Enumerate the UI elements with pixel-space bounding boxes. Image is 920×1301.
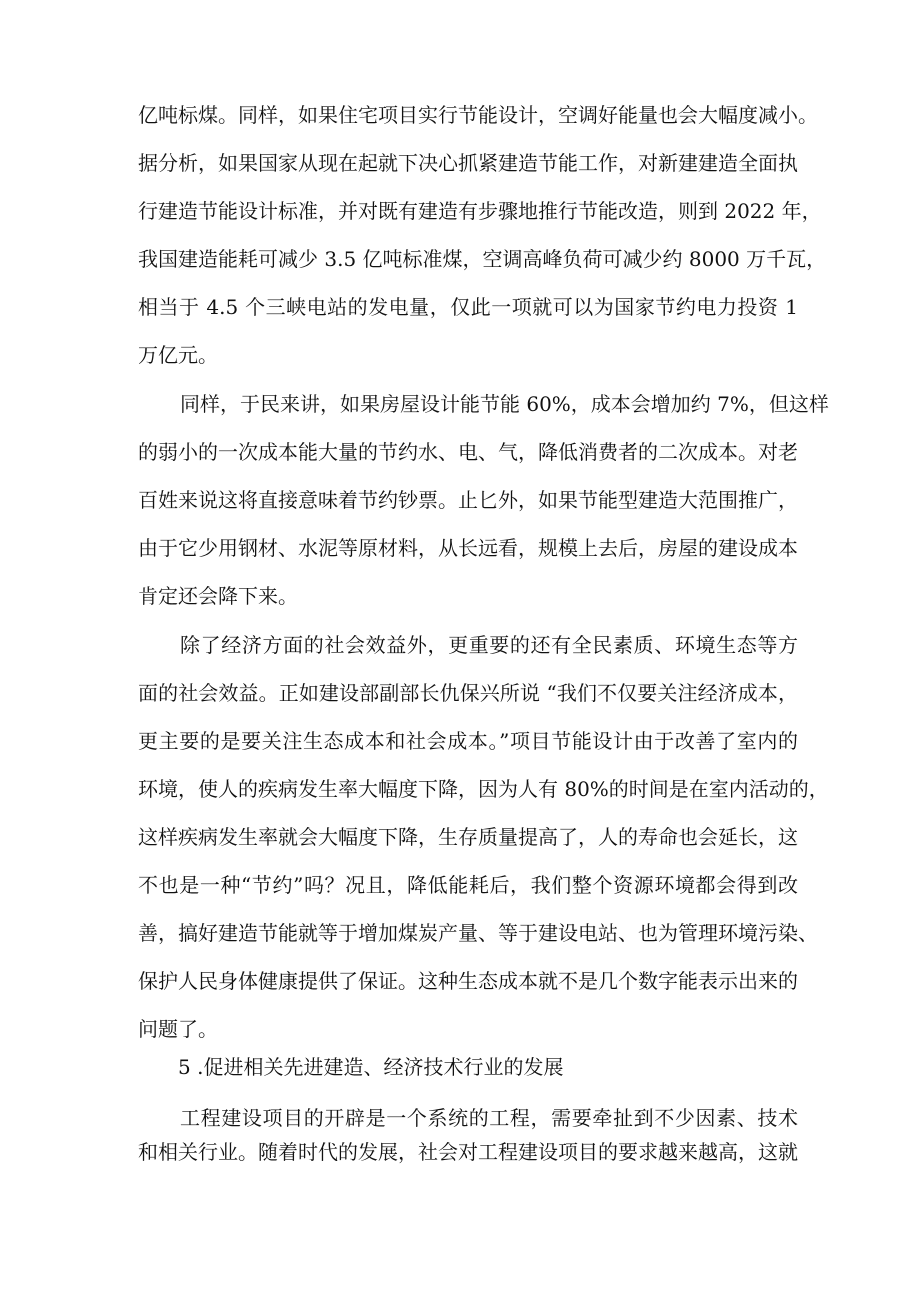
paragraph-1-line-1: 亿吨标煤。同样，如果住宅项目实行节能设计，空调好能量也会大幅度减小。: [138, 103, 818, 127]
paragraph-3-line-5: 这样疾病发生率就会大幅度下降，生存质量提高了，人的寿命也会延长，这: [138, 825, 798, 849]
paragraph-1-line-4: 我国建造能耗可减少 3.5 亿吨标准煤，空调高峰负荷可减少约 8000 万千瓦，: [138, 247, 827, 271]
paragraph-1-line-2: 据分析，如果国家从现在起就下决心抓紧建造节能工作，对新建建造全面执: [138, 151, 798, 175]
paragraph-3-line-8: 保护人民身体健康提供了保证。这种生态成本就不是几个数字能表示出来的: [138, 969, 798, 993]
paragraph-3-line-2: 面的社会效益。正如建设部副部长仇保兴所说 “我们不仅要关注经济成本，: [138, 681, 798, 705]
paragraph-4-line-1: 工程建设项目的开辟是一个系统的工程，需要牵扯到不少因素、技术: [180, 1106, 798, 1130]
paragraph-1-line-3: 行建造节能设计标准，并对既有建造有步骤地推行节能改造，则到 2022 年，: [138, 199, 822, 223]
paragraph-3-line-4: 环境，使人的疾病发生率大幅度下降，因为人有 80%的时间是在室内活动的，: [138, 777, 829, 801]
paragraph-2-line-3: 百姓来说这将直接意味着节约钞票。止匕外，如果节能型建造大范围推广，: [138, 488, 798, 512]
paragraph-4-line-2: 和相关行业。随着时代的发展，社会对工程建设项目的要求越来越高，这就: [138, 1140, 798, 1164]
paragraph-1-line-6: 万亿元。: [138, 343, 218, 367]
paragraph-3-line-9: 问题了。: [138, 1017, 218, 1041]
paragraph-3-line-7: 善，搞好建造节能就等于增加煤炭产量、等于建设电站、也为管理环境污染、: [138, 921, 818, 945]
paragraph-2-line-1: 同样，于民来讲，如果房屋设计能节能 60%，成本会增加约 7%，但这样: [180, 392, 829, 416]
paragraph-1-line-5: 相当于 4.5 个三峡电站的发电量，仅此一项就可以为国家节约电力投资 1: [138, 295, 798, 319]
section-heading: 5 .促进相关先进建造、经济技术行业的发展: [178, 1055, 564, 1079]
paragraph-2-line-4: 由于它少用钢材、水泥等原材料，从长远看，规模上去后，房屋的建设成本: [138, 536, 798, 560]
paragraph-3-line-1: 除了经济方面的社会效益外，更重要的还有全民素质、环境生态等方: [180, 633, 798, 657]
paragraph-3-line-3: 更主要的是要关注生态成本和社会成本。”项目节能设计由于改善了室内的: [138, 729, 798, 753]
paragraph-3-line-6: 不也是一种“节约”吗？况且，降低能耗后，我们整个资源环境都会得到改: [138, 873, 798, 897]
paragraph-2-line-2: 的弱小的一次成本能大量的节约水、电、气，降低消费者的二次成本。对老: [138, 440, 798, 464]
paragraph-2-line-5: 肯定还会降下来。: [138, 584, 298, 608]
